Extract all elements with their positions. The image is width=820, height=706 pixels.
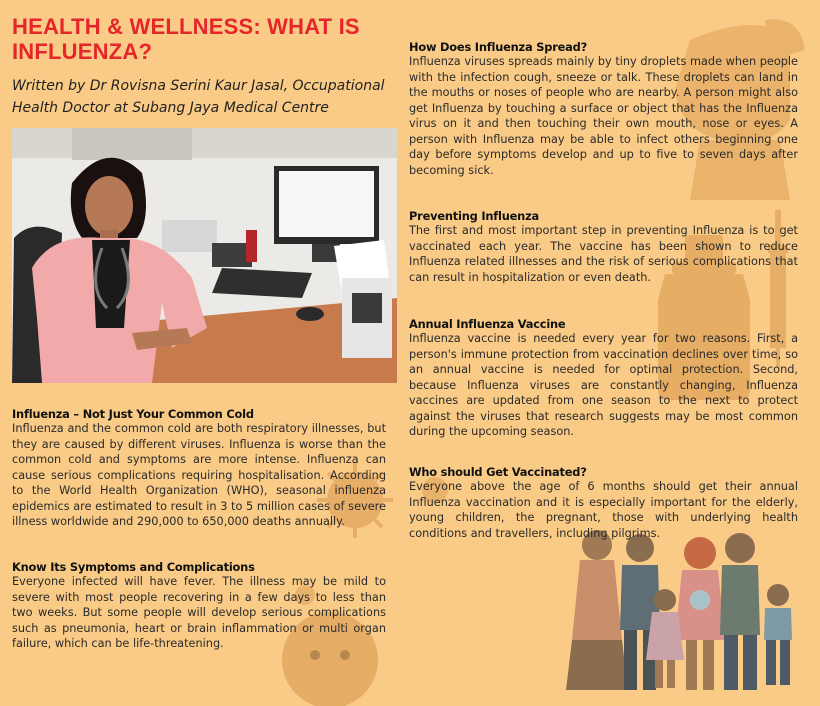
section-preventing [409, 209, 798, 285]
doctor-photo [12, 128, 397, 383]
section-body: Influenza vaccine is needed every year for two reasons. First, a person's immune protection from vaccination declines over time, so an annual vaccine is needed for optimal protection. Second, because Influenza viruses are constantly changing, Influenza vaccines are updated from one season to the next to protect against the viruses that research suggests may be most common during the upcoming season. [409, 332, 798, 438]
section-heading: How Does Influenza Spread? [409, 40, 587, 54]
author-byline: Written by Dr Rovisna Serini Kaur Jasal, Occupational Health Doctor at Subang Jaya Medical Centre [12, 78, 385, 116]
section-annual-vaccine [409, 317, 798, 440]
section-body: Influenza and the common cold are both respiratory illnesses, but they are caused by different viruses. Influenza is worse than the common cold and symptoms are more intense. Influenza can cause serious complications requiring hospitalisation. According to the World Health Organization (WHO), seasonal influenza epidemics are estimated to result in 3 to 5 million cases of severe illness worldwide and 290,000 to 650,000 deaths annually. [12, 422, 386, 528]
section-heading: Who should Get Vaccinated? [409, 465, 587, 479]
family-illustration [566, 530, 792, 690]
section-body: The first and most important step in preventing Influenza is to get vaccinated each year. The vaccine has been shown to reduce Influenza related illnesses and the risk of serious complications that can result in hospitalization or even death. [409, 224, 798, 284]
section-who-vaccinated [409, 465, 798, 541]
section-body: Influenza viruses spreads mainly by tiny droplets made when people with the infection cough, sneeze or talk. These droplets can land in the mouths or noses of people who are nearby. A person might also get Influenza by touching a surface or object that has the Influenza virus on it and then touching their own mouth, nose or eyes. A person with Influenza may be able to infect others beginning one day before symptoms develop and up to five to seven days after becoming sick. [409, 55, 799, 177]
section-how-spread [409, 40, 798, 178]
section-heading: Preventing Influenza [409, 209, 539, 223]
section-body: Everyone infected will have fever. The illness may be mild to severe with most people recovering in a few days to less than two weeks. But some people will develop serious complications such as pneumonia, heart or brain inflammation or multi organ failure, which can be life-threatening. [12, 575, 386, 650]
section-symptoms [12, 560, 386, 652]
section-heading: Know Its Symptoms and Complications [12, 560, 255, 574]
section-body: Everyone above the age of 6 months should get their annual Influenza vaccination and it is especially important for the elderly, young children, the pregnant, those with underlying health conditions and travellers, including pilgrims. [409, 480, 798, 540]
doctor-at-desk-image [12, 128, 397, 383]
section-heading: Influenza – Not Just Your Common Cold [12, 407, 254, 421]
section-heading: Annual Influenza Vaccine [409, 317, 566, 331]
section-not-common-cold [12, 407, 386, 530]
page-title: HEALTH & WELLNESS: WHAT IS INFLUENZA? [12, 14, 360, 64]
